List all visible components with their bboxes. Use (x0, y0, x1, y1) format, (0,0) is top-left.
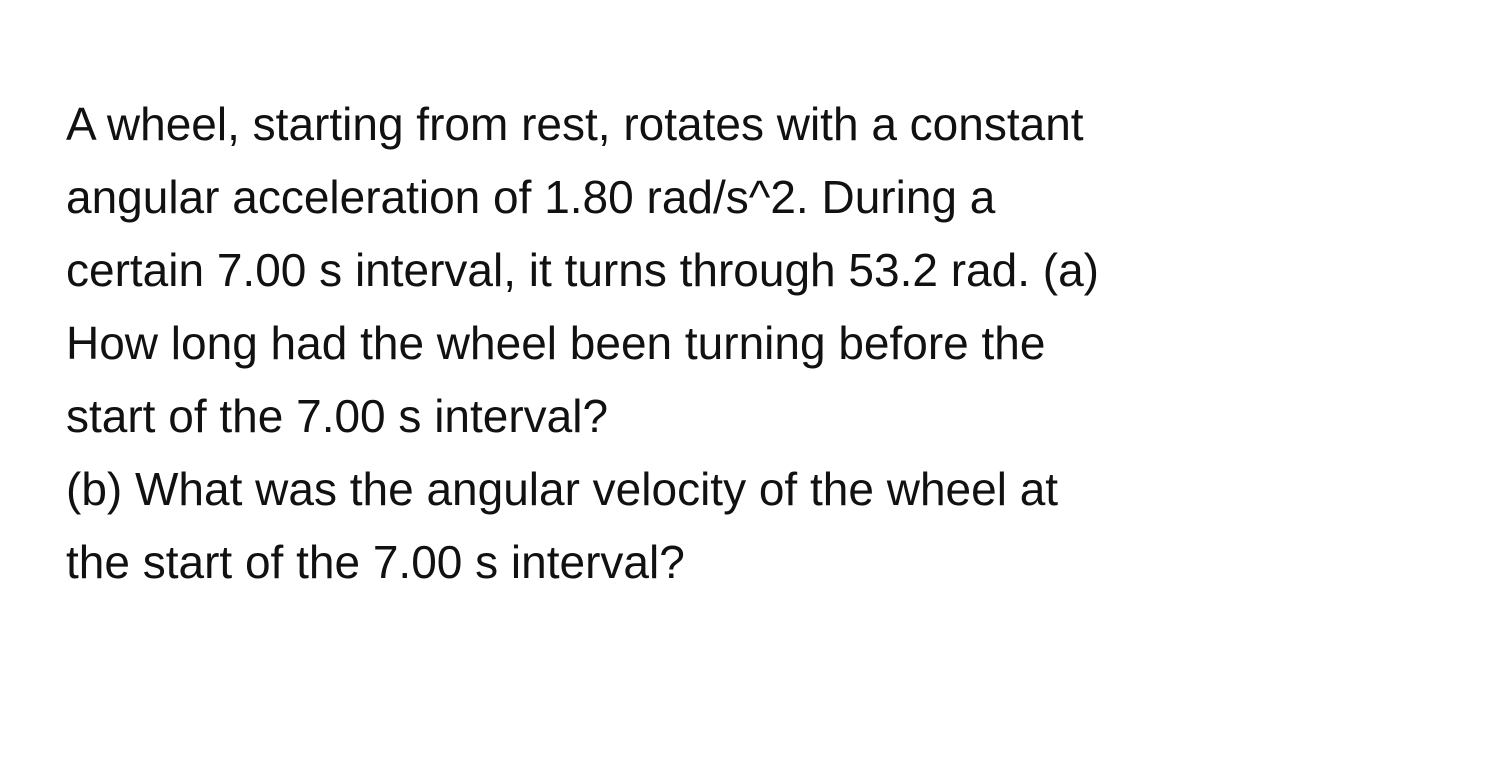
problem-line-1: A wheel, starting from rest, rotates with a constant (66, 98, 1084, 150)
problem-line-6: (b) What was the angular velocity of the wheel at (66, 463, 1059, 515)
problem-line-7: the start of the 7.00 s interval? (66, 536, 685, 588)
problem-line-2: angular acceleration of 1.80 rad/s^2. During a (66, 171, 996, 223)
problem-line-3: certain 7.00 s interval, it turns through 53.2 rad. (a) (66, 244, 1099, 296)
problem-line-4: How long had the wheel been turning before the (66, 317, 1046, 369)
problem-text (66, 88, 1446, 599)
problem-line-5: start of the 7.00 s interval? (66, 390, 609, 442)
